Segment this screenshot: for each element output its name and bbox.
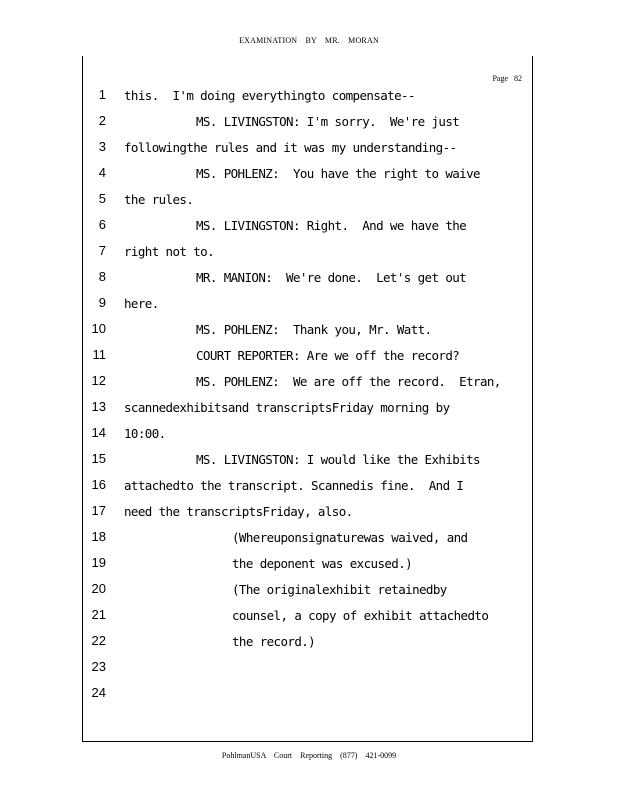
line-number: 1: [98, 87, 106, 102]
line-number: 9: [98, 295, 106, 310]
transcript-line: the deponent was excused.): [232, 556, 413, 571]
transcript-line: MS. LIVINGSTON: Right. And we have the: [196, 218, 467, 233]
line-number: 8: [98, 269, 106, 284]
line-number: 18: [91, 529, 106, 544]
line-number: 15: [91, 451, 106, 466]
line-number: 12: [91, 373, 106, 388]
line-number: 20: [91, 581, 106, 596]
page-footer: PohlmanUSA Court Reporting (877) 421-0099: [221, 751, 397, 760]
transcript-line: (The originalexhibit retainedby: [232, 582, 447, 597]
line-number: 14: [91, 425, 106, 440]
line-number: 19: [91, 555, 106, 570]
page-number: Page 82: [492, 74, 522, 83]
transcript-line: scannedexhibitsand transcriptsFriday morning by: [124, 400, 450, 415]
transcript-line: MS. LIVINGSTON: I'm sorry. We're just: [196, 114, 460, 129]
transcript-line: the rules.: [124, 192, 194, 207]
transcript-line: counsel, a copy of exhibit attachedto: [232, 608, 489, 623]
line-number: 4: [98, 165, 106, 180]
transcript-line: followingthe rules and it was my understanding--: [124, 140, 457, 155]
line-number: 16: [91, 477, 106, 492]
transcript-line: right not to.: [124, 244, 215, 259]
line-number: 24: [91, 685, 106, 700]
transcript-line: 10:00.: [124, 426, 166, 441]
line-number: 22: [91, 633, 106, 648]
transcript-line: MS. LIVINGSTON: I would like the Exhibits: [196, 452, 480, 467]
line-number: 21: [91, 607, 106, 622]
transcript-line: MS. POHLENZ: You have the right to waive: [196, 166, 480, 181]
transcript-line: here.: [124, 296, 159, 311]
transcript-line: MR. MANION: We're done. Let's get out: [196, 270, 467, 285]
line-number: 7: [98, 243, 106, 258]
transcript-line: this. I'm doing everythingto compensate--: [124, 88, 415, 103]
line-number: 17: [91, 503, 106, 518]
transcript-line: COURT REPORTER: Are we off the record?: [196, 348, 460, 363]
transcript-line: (Whereuponsignaturewas waived, and: [232, 530, 468, 545]
transcript-line: MS. POHLENZ: Thank you, Mr. Watt.: [196, 322, 432, 337]
page-header: EXAMINATION BY MR. MORAN: [239, 36, 379, 45]
transcript-line: attachedto the transcript. Scannedis fine. And I: [124, 478, 464, 493]
transcript-line: need the transcriptsFriday, also.: [124, 504, 353, 519]
line-number: 3: [98, 139, 106, 154]
line-number: 10: [91, 321, 106, 336]
line-number: 2: [98, 113, 106, 128]
line-number: 6: [98, 217, 106, 232]
line-number: 23: [91, 659, 106, 674]
transcript-line: MS. POHLENZ: We are off the record. Etran,: [196, 374, 501, 389]
line-number: 5: [98, 191, 106, 206]
line-number: 11: [92, 347, 106, 362]
transcript-line: the record.): [232, 634, 316, 649]
line-number: 13: [91, 399, 106, 414]
